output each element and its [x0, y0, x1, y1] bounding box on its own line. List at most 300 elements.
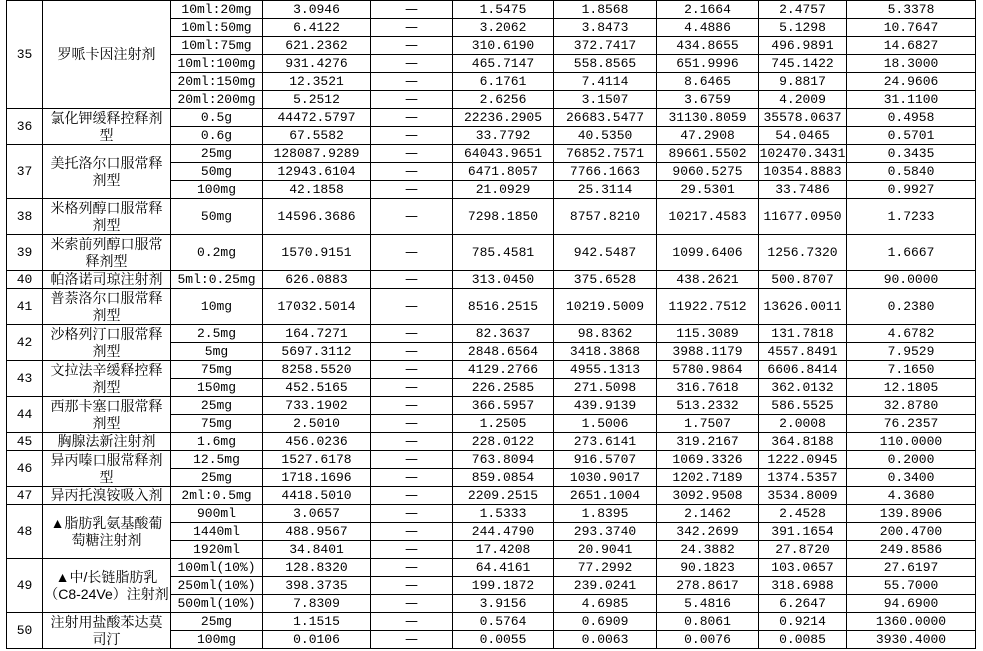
value-6-cell: 32.8780: [847, 397, 976, 415]
table-row: [7, 325, 976, 343]
value-2-cell: 1.2505: [453, 415, 554, 433]
dash-cell: —: [371, 109, 453, 127]
specification-cell: 20ml:200mg: [171, 91, 263, 109]
specification-cell: 0.6g: [171, 127, 263, 145]
value-1-cell: 128.8320: [263, 559, 371, 577]
specification-cell: 100mg: [171, 631, 263, 649]
table-row: [7, 145, 976, 163]
specification-cell: 900ml: [171, 505, 263, 523]
value-5-cell: 103.0657: [759, 559, 847, 577]
value-5-cell: 9.8817: [759, 73, 847, 91]
specification-cell: 5ml:0.25mg: [171, 271, 263, 289]
value-1-cell: 42.1858: [263, 181, 371, 199]
drug-name-line: 剂型: [92, 216, 121, 233]
specification-cell: 25mg: [171, 469, 263, 487]
table-row: [7, 451, 976, 469]
value-4-cell: 438.2621: [657, 271, 759, 289]
value-4-cell: 1.7507: [657, 415, 759, 433]
specification-cell: 100ml(10%): [171, 559, 263, 577]
value-1-cell: 12.3521: [263, 73, 371, 91]
value-3-cell: 4955.1313: [554, 361, 657, 379]
value-1-cell: 1570.9151: [263, 235, 371, 271]
value-6-cell: 7.1650: [847, 361, 976, 379]
value-5-cell: 2.4757: [759, 1, 847, 19]
specification-cell: 75mg: [171, 361, 263, 379]
item-number: 41: [7, 289, 43, 325]
value-6-cell: 1360.0000: [847, 613, 976, 631]
value-4-cell: 1202.7189: [657, 469, 759, 487]
dash-cell: —: [371, 181, 453, 199]
value-6-cell: 0.4958: [847, 109, 976, 127]
value-3-cell: 8757.8210: [554, 199, 657, 235]
drug-name-line: ▲脂肪乳氨基酸葡: [50, 514, 163, 531]
drug-name-line: 萄糖注射剂: [71, 531, 142, 548]
drug-name: [43, 235, 171, 271]
value-1-cell: 3.0657: [263, 505, 371, 523]
item-number: 45: [7, 433, 43, 451]
value-3-cell: 293.3740: [554, 523, 657, 541]
value-1-cell: 456.0236: [263, 433, 371, 451]
value-5-cell: 1256.7320: [759, 235, 847, 271]
value-1-cell: 733.1902: [263, 397, 371, 415]
value-2-cell: 64043.9651: [453, 145, 554, 163]
drug-name: [43, 325, 171, 361]
specification-cell: 50mg: [171, 199, 263, 235]
value-2-cell: 4129.2766: [453, 361, 554, 379]
dash-cell: —: [371, 559, 453, 577]
item-number: 39: [7, 235, 43, 271]
value-3-cell: 98.8362: [554, 325, 657, 343]
value-4-cell: 2.1664: [657, 1, 759, 19]
value-6-cell: 55.7000: [847, 577, 976, 595]
item-number: 37: [7, 145, 43, 199]
dash-cell: —: [371, 325, 453, 343]
value-5-cell: 11677.0950: [759, 199, 847, 235]
value-3-cell: 3.1507: [554, 91, 657, 109]
value-1-cell: 5697.3112: [263, 343, 371, 361]
value-2-cell: 7298.1850: [453, 199, 554, 235]
value-4-cell: 4.4886: [657, 19, 759, 37]
value-4-cell: 29.5301: [657, 181, 759, 199]
value-3-cell: 558.8565: [554, 55, 657, 73]
value-1-cell: 488.9567: [263, 523, 371, 541]
table-row: [7, 1, 976, 19]
specification-cell: 50mg: [171, 163, 263, 181]
value-6-cell: 1.6667: [847, 235, 976, 271]
value-1-cell: 5.2512: [263, 91, 371, 109]
dash-cell: —: [371, 145, 453, 163]
value-6-cell: 1.7233: [847, 199, 976, 235]
dash-cell: —: [371, 91, 453, 109]
value-3-cell: 3418.3868: [554, 343, 657, 361]
value-5-cell: 3534.8009: [759, 487, 847, 505]
value-1-cell: 621.2362: [263, 37, 371, 55]
item-number: 35: [7, 1, 43, 109]
value-6-cell: 0.5701: [847, 127, 976, 145]
dash-cell: —: [371, 397, 453, 415]
specification-cell: 250ml(10%): [171, 577, 263, 595]
value-6-cell: 5.3378: [847, 1, 976, 19]
dash-cell: —: [371, 631, 453, 649]
value-4-cell: 8.6465: [657, 73, 759, 91]
drug-name: [43, 559, 171, 613]
value-1-cell: 14596.3686: [263, 199, 371, 235]
value-4-cell: 10217.4583: [657, 199, 759, 235]
value-4-cell: 3.6759: [657, 91, 759, 109]
value-3-cell: 271.5098: [554, 379, 657, 397]
drug-name-line: 剂型: [92, 378, 121, 395]
table-row: [7, 361, 976, 379]
value-2-cell: 0.5764: [453, 613, 554, 631]
value-6-cell: 0.3400: [847, 469, 976, 487]
dash-cell: —: [371, 577, 453, 595]
value-6-cell: 31.1100: [847, 91, 976, 109]
value-6-cell: 14.6827: [847, 37, 976, 55]
value-5-cell: 54.0465: [759, 127, 847, 145]
dash-cell: —: [371, 469, 453, 487]
specification-cell: 2.5mg: [171, 325, 263, 343]
specification-cell: 0.2mg: [171, 235, 263, 271]
drug-name-line: 美托洛尔口服常释: [50, 154, 163, 171]
value-4-cell: 0.8061: [657, 613, 759, 631]
value-3-cell: 3.8473: [554, 19, 657, 37]
dash-cell: —: [371, 19, 453, 37]
value-4-cell: 9060.5275: [657, 163, 759, 181]
value-2-cell: 244.4790: [453, 523, 554, 541]
dash-cell: —: [371, 1, 453, 19]
value-5-cell: 500.8707: [759, 271, 847, 289]
value-2-cell: 6471.8057: [453, 163, 554, 181]
drug-name: [43, 361, 171, 397]
value-4-cell: 115.3089: [657, 325, 759, 343]
value-2-cell: 310.6190: [453, 37, 554, 55]
value-5-cell: 27.8720: [759, 541, 847, 559]
value-3-cell: 239.0241: [554, 577, 657, 595]
value-4-cell: 31130.8059: [657, 109, 759, 127]
specification-cell: 1920ml: [171, 541, 263, 559]
drug-name-line: 胸腺法新注射剂: [57, 433, 156, 449]
value-3-cell: 0.0063: [554, 631, 657, 649]
specification-cell: 25mg: [171, 613, 263, 631]
price-table-body: [7, 1, 976, 649]
specification-cell: 10ml:100mg: [171, 55, 263, 73]
value-2-cell: 228.0122: [453, 433, 554, 451]
drug-name-line: 西那卡塞口服常释: [50, 397, 163, 414]
value-6-cell: 90.0000: [847, 271, 976, 289]
item-number: 46: [7, 451, 43, 487]
price-table: [6, 0, 976, 649]
value-5-cell: 586.5525: [759, 397, 847, 415]
value-2-cell: 226.2585: [453, 379, 554, 397]
value-6-cell: 139.8906: [847, 505, 976, 523]
value-6-cell: 0.3435: [847, 145, 976, 163]
dash-cell: —: [371, 37, 453, 55]
dash-cell: —: [371, 451, 453, 469]
value-4-cell: 1099.6406: [657, 235, 759, 271]
value-3-cell: 25.3114: [554, 181, 657, 199]
drug-name: [43, 451, 171, 487]
value-5-cell: 6606.8414: [759, 361, 847, 379]
value-4-cell: 319.2167: [657, 433, 759, 451]
value-4-cell: 5.4816: [657, 595, 759, 613]
item-number: 40: [7, 271, 43, 289]
specification-cell: 25mg: [171, 397, 263, 415]
value-2-cell: 859.0854: [453, 469, 554, 487]
value-1-cell: 67.5582: [263, 127, 371, 145]
value-5-cell: 364.8188: [759, 433, 847, 451]
dash-cell: —: [371, 343, 453, 361]
drug-name-line: 普萘洛尔口服常释: [50, 289, 163, 306]
table-row: [7, 433, 976, 451]
specification-cell: 10mg: [171, 289, 263, 325]
value-4-cell: 24.3882: [657, 541, 759, 559]
drug-name-line: （C8-24Ve）注射剂: [44, 585, 169, 602]
dash-cell: —: [371, 379, 453, 397]
drug-name-line: 注射用盐酸苯达莫: [50, 613, 163, 630]
drug-name-line: 异丙嗪口服常释剂: [50, 451, 163, 468]
value-6-cell: 3930.4000: [847, 631, 976, 649]
value-1-cell: 0.0106: [263, 631, 371, 649]
value-1-cell: 44472.5797: [263, 109, 371, 127]
value-5-cell: 6.2647: [759, 595, 847, 613]
value-6-cell: 7.9529: [847, 343, 976, 361]
dash-cell: —: [371, 595, 453, 613]
value-6-cell: 76.2357: [847, 415, 976, 433]
specification-cell: 500ml(10%): [171, 595, 263, 613]
value-6-cell: 4.3680: [847, 487, 976, 505]
value-5-cell: 2.0008: [759, 415, 847, 433]
table-row: [7, 505, 976, 523]
value-4-cell: 651.9996: [657, 55, 759, 73]
value-3-cell: 7.4114: [554, 73, 657, 91]
drug-name-line: 帕洛诺司琼注射剂: [50, 271, 163, 287]
value-6-cell: 0.2380: [847, 289, 976, 325]
value-5-cell: 131.7818: [759, 325, 847, 343]
value-1-cell: 1.1515: [263, 613, 371, 631]
value-5-cell: 0.9214: [759, 613, 847, 631]
value-5-cell: 0.0085: [759, 631, 847, 649]
value-2-cell: 763.8094: [453, 451, 554, 469]
table-row: [7, 199, 976, 235]
drug-name-line: 型: [99, 468, 114, 485]
value-2-cell: 366.5957: [453, 397, 554, 415]
value-4-cell: 434.8655: [657, 37, 759, 55]
value-1-cell: 34.8401: [263, 541, 371, 559]
table-row: [7, 271, 976, 289]
value-4-cell: 47.2908: [657, 127, 759, 145]
drug-name-line: 剂型: [92, 342, 121, 359]
drug-name: [43, 1, 171, 109]
value-5-cell: 496.9891: [759, 37, 847, 55]
value-6-cell: 27.6197: [847, 559, 976, 577]
dash-cell: —: [371, 127, 453, 145]
drug-name: [43, 145, 171, 199]
value-2-cell: 22236.2905: [453, 109, 554, 127]
value-5-cell: 362.0132: [759, 379, 847, 397]
value-6-cell: 24.9606: [847, 73, 976, 91]
value-5-cell: 391.1654: [759, 523, 847, 541]
value-4-cell: 513.2332: [657, 397, 759, 415]
specification-cell: 1.6mg: [171, 433, 263, 451]
specification-cell: 10ml:50mg: [171, 19, 263, 37]
value-2-cell: 33.7792: [453, 127, 554, 145]
specification-cell: 1440ml: [171, 523, 263, 541]
value-1-cell: 17032.5014: [263, 289, 371, 325]
value-2-cell: 2848.6564: [453, 343, 554, 361]
value-2-cell: 8516.2515: [453, 289, 554, 325]
dash-cell: —: [371, 271, 453, 289]
value-1-cell: 1527.6178: [263, 451, 371, 469]
value-3-cell: 2651.1004: [554, 487, 657, 505]
value-5-cell: 4557.8491: [759, 343, 847, 361]
value-3-cell: 375.6528: [554, 271, 657, 289]
value-4-cell: 5780.9864: [657, 361, 759, 379]
value-5-cell: 35578.0637: [759, 109, 847, 127]
item-number: 44: [7, 397, 43, 433]
value-6-cell: 110.0000: [847, 433, 976, 451]
value-2-cell: 64.4161: [453, 559, 554, 577]
drug-name-line: 司汀: [92, 630, 121, 647]
value-2-cell: 465.7147: [453, 55, 554, 73]
value-3-cell: 77.2992: [554, 559, 657, 577]
value-5-cell: 1374.5357: [759, 469, 847, 487]
drug-name-line: 氯化钾缓释控释剂: [50, 109, 163, 126]
value-5-cell: 5.1298: [759, 19, 847, 37]
value-6-cell: 0.9927: [847, 181, 976, 199]
value-1-cell: 6.4122: [263, 19, 371, 37]
value-2-cell: 2209.2515: [453, 487, 554, 505]
value-3-cell: 916.5707: [554, 451, 657, 469]
value-1-cell: 164.7271: [263, 325, 371, 343]
drug-name: [43, 433, 171, 451]
value-5-cell: 102470.3431: [759, 145, 846, 161]
value-1-cell: 4418.5010: [263, 487, 371, 505]
item-number: 38: [7, 199, 43, 235]
value-4-cell: 11922.7512: [657, 289, 759, 325]
value-3-cell: 273.6141: [554, 433, 657, 451]
value-6-cell: 0.2000: [847, 451, 976, 469]
value-6-cell: 18.3000: [847, 55, 976, 73]
drug-name-line: 文拉法辛缓释控释: [50, 361, 163, 378]
value-2-cell: 82.3637: [453, 325, 554, 343]
value-3-cell: 1.5006: [554, 415, 657, 433]
specification-cell: 20ml:150mg: [171, 73, 263, 91]
dash-cell: —: [371, 55, 453, 73]
drug-name: [43, 289, 171, 325]
drug-name-line: 沙格列汀口服常释: [50, 325, 163, 342]
drug-name: [43, 109, 171, 145]
value-2-cell: 785.4581: [453, 235, 554, 271]
specification-cell: 150mg: [171, 379, 263, 397]
value-3-cell: 1.8395: [554, 505, 657, 523]
value-2-cell: 3.2062: [453, 19, 554, 37]
drug-name: [43, 199, 171, 235]
drug-name-line: 型: [99, 126, 114, 143]
specification-cell: 25mg: [171, 145, 263, 163]
dash-cell: —: [371, 613, 453, 631]
drug-name: [43, 505, 171, 559]
value-4-cell: 342.2699: [657, 523, 759, 541]
table-row: [7, 613, 976, 631]
value-6-cell: 249.8586: [847, 541, 976, 559]
item-number: 48: [7, 505, 43, 559]
item-number: 43: [7, 361, 43, 397]
value-1-cell: 626.0883: [263, 271, 371, 289]
value-5-cell: 10354.8883: [759, 163, 847, 181]
value-4-cell: 278.8617: [657, 577, 759, 595]
value-1-cell: 7.8309: [263, 595, 371, 613]
specification-cell: 75mg: [171, 415, 263, 433]
value-5-cell: 4.2009: [759, 91, 847, 109]
value-2-cell: 17.4208: [453, 541, 554, 559]
value-3-cell: 26683.5477: [554, 109, 657, 127]
value-3-cell: 942.5487: [554, 235, 657, 271]
value-3-cell: 20.9041: [554, 541, 657, 559]
value-2-cell: 313.0450: [453, 271, 554, 289]
dash-cell: —: [371, 415, 453, 433]
value-1-cell: 128087.9289: [263, 145, 371, 163]
specification-cell: 2ml:0.5mg: [171, 487, 263, 505]
value-1-cell: 8258.5520: [263, 361, 371, 379]
value-1-cell: 398.3735: [263, 577, 371, 595]
value-2-cell: 6.1761: [453, 73, 554, 91]
value-2-cell: 3.9156: [453, 595, 554, 613]
value-5-cell: 1222.0945: [759, 451, 847, 469]
value-2-cell: 2.6256: [453, 91, 554, 109]
value-4-cell: 3092.9508: [657, 487, 759, 505]
value-6-cell: 12.1805: [847, 379, 976, 397]
dash-cell: —: [371, 235, 453, 271]
drug-name: [43, 487, 171, 505]
value-2-cell: 199.1872: [453, 577, 554, 595]
drug-name: [43, 613, 171, 649]
dash-cell: —: [371, 163, 453, 181]
dash-cell: —: [371, 199, 453, 235]
value-4-cell: 3988.1179: [657, 343, 759, 361]
drug-name: [43, 271, 171, 289]
table-row: [7, 235, 976, 271]
specification-cell: 10ml:20mg: [171, 1, 263, 19]
value-3-cell: 10219.5009: [554, 289, 657, 325]
dash-cell: —: [371, 73, 453, 91]
table-row: [7, 559, 976, 577]
value-6-cell: 200.4700: [847, 523, 976, 541]
drug-name-line: 释剂型: [85, 252, 128, 269]
value-3-cell: 1030.9017: [554, 469, 657, 487]
table-row: [7, 397, 976, 415]
value-4-cell: 90.1823: [657, 559, 759, 577]
value-2-cell: 0.0055: [453, 631, 554, 649]
value-5-cell: 2.4528: [759, 505, 847, 523]
value-2-cell: 1.5475: [453, 1, 554, 19]
value-5-cell: 745.1422: [759, 55, 847, 73]
value-4-cell: 89661.5502: [657, 145, 759, 163]
drug-name-line: 米索前列醇口服常: [50, 235, 163, 252]
dash-cell: —: [371, 361, 453, 379]
dash-cell: —: [371, 433, 453, 451]
value-1-cell: 12943.6104: [263, 163, 371, 181]
item-number: 47: [7, 487, 43, 505]
value-3-cell: 76852.7571: [554, 145, 657, 163]
dash-cell: —: [371, 505, 453, 523]
value-1-cell: 452.5165: [263, 379, 371, 397]
drug-name-line: 异丙托溴铵吸入剂: [50, 487, 163, 503]
value-1-cell: 931.4276: [263, 55, 371, 73]
drug-name-line: 米格列醇口服常释: [50, 199, 163, 216]
value-4-cell: 316.7618: [657, 379, 759, 397]
item-number: 50: [7, 613, 43, 649]
dash-cell: —: [371, 289, 453, 325]
